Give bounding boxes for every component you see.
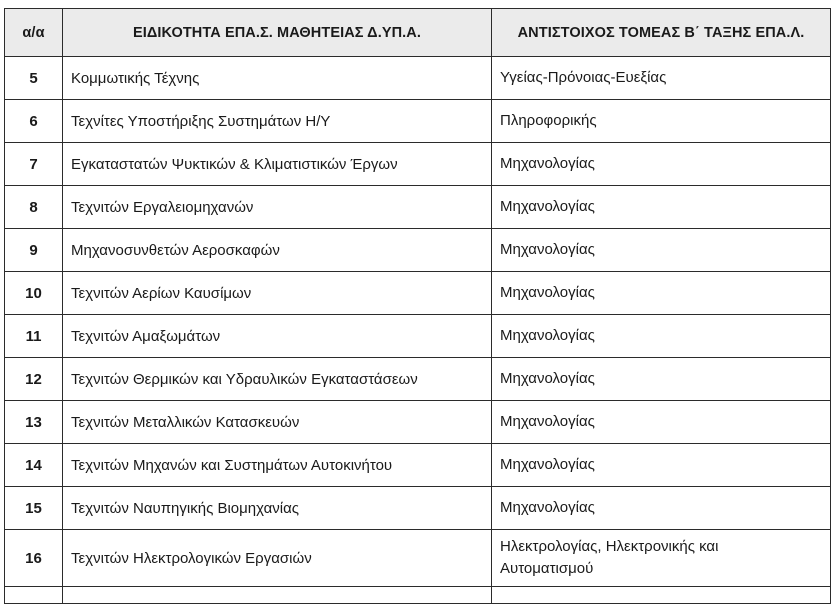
table-row bbox=[5, 530, 831, 587]
row-sector: Μηχανολογίας bbox=[492, 315, 831, 358]
table-row bbox=[5, 487, 831, 530]
header-num: α/α bbox=[5, 9, 63, 57]
row-sector-line-2: Αυτοματισμού bbox=[500, 560, 594, 577]
specialties-table bbox=[4, 8, 831, 604]
row-number: 15 bbox=[5, 487, 63, 530]
row-sector: Μηχανολογίας bbox=[492, 143, 831, 186]
table-row bbox=[5, 143, 831, 186]
row-sector: Μηχανολογίας bbox=[492, 186, 831, 229]
table-row bbox=[5, 444, 831, 487]
table-body bbox=[5, 57, 831, 604]
table-row bbox=[5, 186, 831, 229]
row-number: 8 bbox=[5, 186, 63, 229]
row-sector: Μηχανολογίας bbox=[492, 358, 831, 401]
row-number: 5 bbox=[5, 57, 63, 100]
row-specialty: Μηχανοσυνθετών Αεροσκαφών bbox=[63, 229, 492, 272]
table-row bbox=[5, 315, 831, 358]
row-number: 6 bbox=[5, 100, 63, 143]
row-specialty: Τεχνιτών Θερμικών και Υδραυλικών Εγκαταστάσεων bbox=[63, 358, 492, 401]
row-number-empty bbox=[5, 587, 63, 604]
table-row bbox=[5, 401, 831, 444]
row-specialty: Τεχνιτών Ναυπηγικής Βιομηχανίας bbox=[63, 487, 492, 530]
row-sector: Μηχανολογίας bbox=[492, 401, 831, 444]
table-row bbox=[5, 57, 831, 100]
header-row bbox=[5, 9, 831, 57]
row-specialty: Τεχνιτών Αμαξωμάτων bbox=[63, 315, 492, 358]
row-specialty: Τεχνιτών Αερίων Καυσίμων bbox=[63, 272, 492, 315]
row-number: 10 bbox=[5, 272, 63, 315]
row-sector: Πληροφορικής bbox=[492, 100, 831, 143]
row-number: 12 bbox=[5, 358, 63, 401]
row-sector: Μηχανολογίας bbox=[492, 229, 831, 272]
row-number: 16 bbox=[5, 530, 63, 587]
row-number: 7 bbox=[5, 143, 63, 186]
row-specialty: Τεχνίτες Υποστήριξης Συστημάτων Η/Υ bbox=[63, 100, 492, 143]
row-specialty: Τεχνιτών Μεταλλικών Κατασκευών bbox=[63, 401, 492, 444]
row-specialty-empty bbox=[63, 587, 492, 604]
row-sector-line-1: Ηλεκτρολογίας, Ηλεκτρονικής και bbox=[500, 538, 719, 555]
header-specialty: ΕΙΔΙΚΟΤΗΤΑ ΕΠΑ.Σ. ΜΑΘΗΤΕΙΑΣ Δ.ΥΠ.Α. bbox=[63, 9, 492, 57]
row-specialty: Κομμωτικής Τέχνης bbox=[63, 57, 492, 100]
row-sector: Μηχανολογίας bbox=[492, 272, 831, 315]
row-sector: Υγείας-Πρόνοιας-Ευεξίας bbox=[492, 57, 831, 100]
row-sector: Μηχανολογίας bbox=[492, 487, 831, 530]
row-specialty: Τεχνιτών Μηχανών και Συστημάτων Αυτοκινήτου bbox=[63, 444, 492, 487]
row-number: 13 bbox=[5, 401, 63, 444]
table-header bbox=[5, 9, 831, 57]
row-specialty: Τεχνιτών Εργαλειομηχανών bbox=[63, 186, 492, 229]
row-specialty: Εγκαταστατών Ψυκτικών & Κλιματιστικών Έργων bbox=[63, 143, 492, 186]
row-number: 9 bbox=[5, 229, 63, 272]
row-sector-empty bbox=[492, 587, 831, 604]
row-number: 11 bbox=[5, 315, 63, 358]
table-row bbox=[5, 229, 831, 272]
table-row bbox=[5, 100, 831, 143]
row-sector bbox=[492, 530, 831, 587]
table-row-partial bbox=[5, 587, 831, 604]
header-sector: ΑΝΤΙΣΤΟΙΧΟΣ ΤΟΜΕΑΣ Β΄ ΤΑΞΗΣ ΕΠΑ.Λ. bbox=[492, 9, 831, 57]
row-sector: Μηχανολογίας bbox=[492, 444, 831, 487]
row-specialty: Τεχνιτών Ηλεκτρολογικών Εργασιών bbox=[63, 530, 492, 587]
table-row bbox=[5, 272, 831, 315]
table-row bbox=[5, 358, 831, 401]
row-number: 14 bbox=[5, 444, 63, 487]
